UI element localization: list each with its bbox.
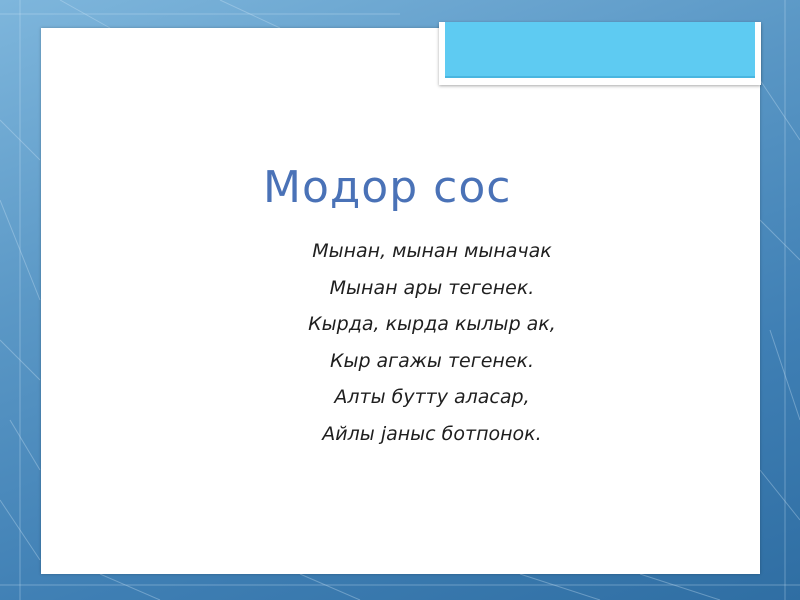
slide-content-area (41, 28, 760, 574)
slide-title: Модор сос (263, 162, 512, 213)
poem-line: Айлы jаныс ботпонок. (322, 422, 542, 445)
accent-bar (445, 22, 755, 78)
poem-line: Кыр агажы тегенек. (329, 349, 535, 372)
title-accent-box (439, 22, 761, 85)
poem-line: Кырда, кырда кылыр ак, (308, 313, 556, 335)
poem-line: Мынан, мынан мыначак (312, 240, 552, 262)
poem-line: Алты бутту аласар, (334, 386, 530, 408)
poem-text (282, 233, 582, 452)
poem-line: Мынан ары тегенек. (329, 276, 535, 299)
